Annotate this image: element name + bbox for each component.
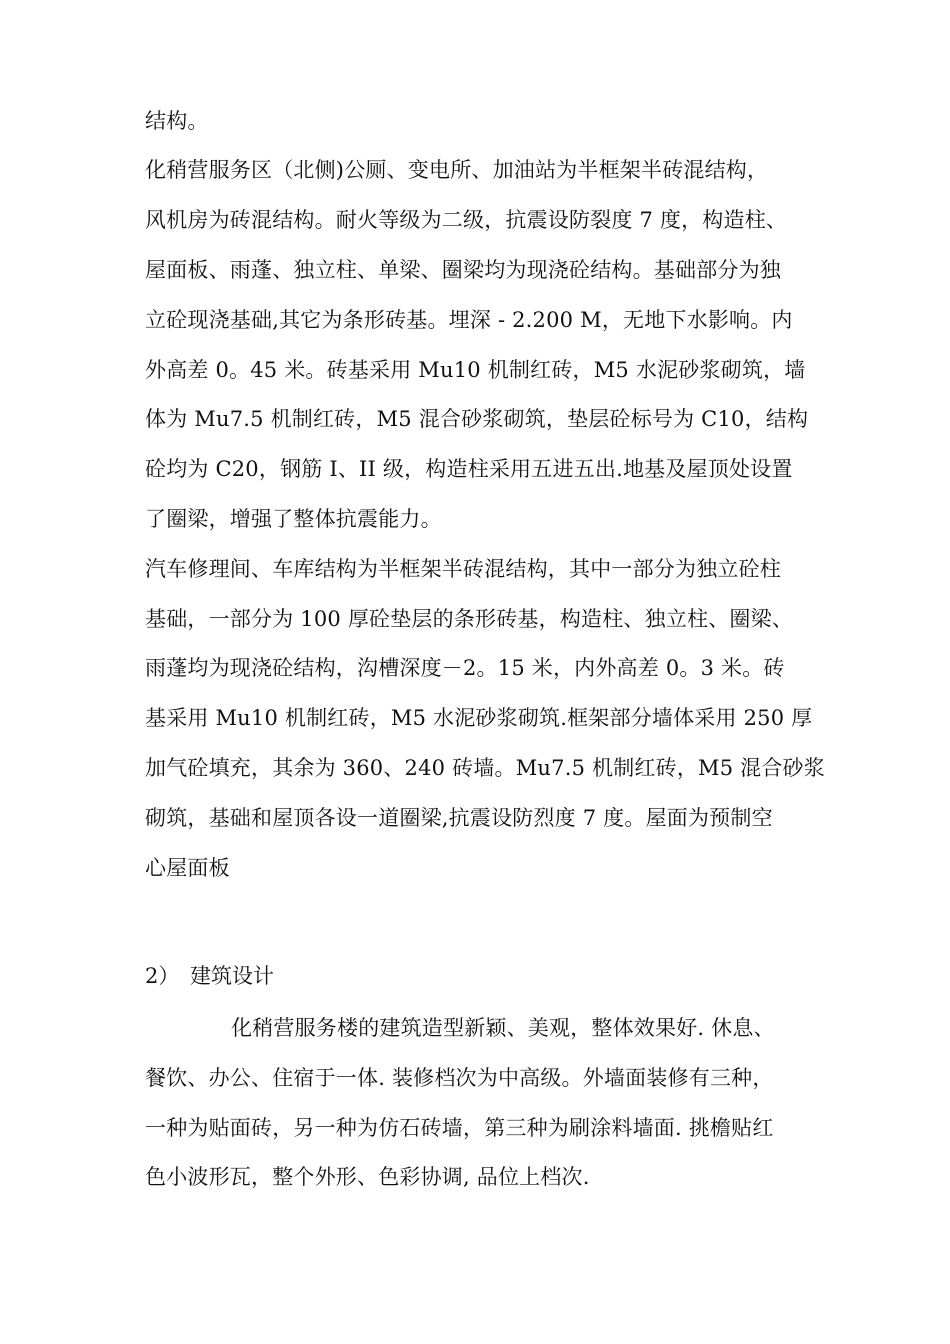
text-line: 汽车修理间、车库结构为半框架半砖混结构，其中一部分为独立砼柱: [145, 557, 781, 581]
text-line: 外高差 0。45 米。砖基采用 Mu10 机制红砖，M5 水泥砂浆砌筑，墙: [145, 358, 806, 382]
text-line: 色小波形瓦，整个外形、色彩协调, 品位上档次.: [145, 1165, 590, 1189]
text-line: 结构。: [145, 109, 209, 133]
text-line: 雨蓬均为现浇砼结构，沟槽深度－2。15 米，内外高差 0。3 米。砖: [145, 656, 785, 680]
text-line: 屋面板、雨蓬、独立柱、单梁、圈梁均为现浇砼结构。基础部分为独: [145, 258, 781, 282]
text-line: 加气砼填充，其余为 360、240 砖墙。Mu7.5 机制红砖，M5 混合砂浆: [145, 756, 825, 780]
text-line: 风机房为砖混结构。耐火等级为二级，抗震设防裂度 7 度，构造柱、: [145, 208, 788, 232]
text-line: 了圈梁，增强了整体抗震能力。: [145, 507, 442, 531]
text-line: 砼均为 C20，钢筋 I、II 级，构造柱采用五进五出.地基及屋顶处设置: [145, 457, 793, 481]
text-line: 砌筑，基础和屋顶各设一道圈梁,抗震设防烈度 7 度。屋面为预制空: [145, 806, 773, 830]
text-line: 餐饮、办公、住宿于一体. 装修档次为中高级。外墙面装修有三种，: [145, 1066, 774, 1090]
text-line: 基采用 Mu10 机制红砖，M5 水泥砂浆砌筑.框架部分墙体采用 250 厚: [145, 706, 813, 730]
text-line: 基础，一部分为 100 厚砼垫层的条形砖基，构造柱、独立柱、圈梁、: [145, 607, 794, 631]
text-line: 一种为贴面砖，另一种为仿石砖墙，第三种为刷涂料墙面. 挑檐贴红: [145, 1116, 774, 1140]
text-line: 化稍营服务区（北侧)公厕、变电所、加油站为半框架半砖混结构，: [145, 158, 769, 182]
text-line: 化稍营服务楼的建筑造型新颖、美观，整体效果好. 休息、: [231, 1016, 775, 1040]
section-title: 建筑设计: [190, 964, 274, 988]
text-line: 体为 Mu7.5 机制红砖，M5 混合砂浆砌筑，垫层砼标号为 C10，结构: [145, 407, 809, 431]
text-line: 立砼现浇基础,其它为条形砖基。埋深 - 2.200 M，无地下水影响。内: [145, 308, 793, 332]
text-line: 心屋面板: [145, 856, 230, 880]
section-number: 2）: [145, 964, 180, 988]
